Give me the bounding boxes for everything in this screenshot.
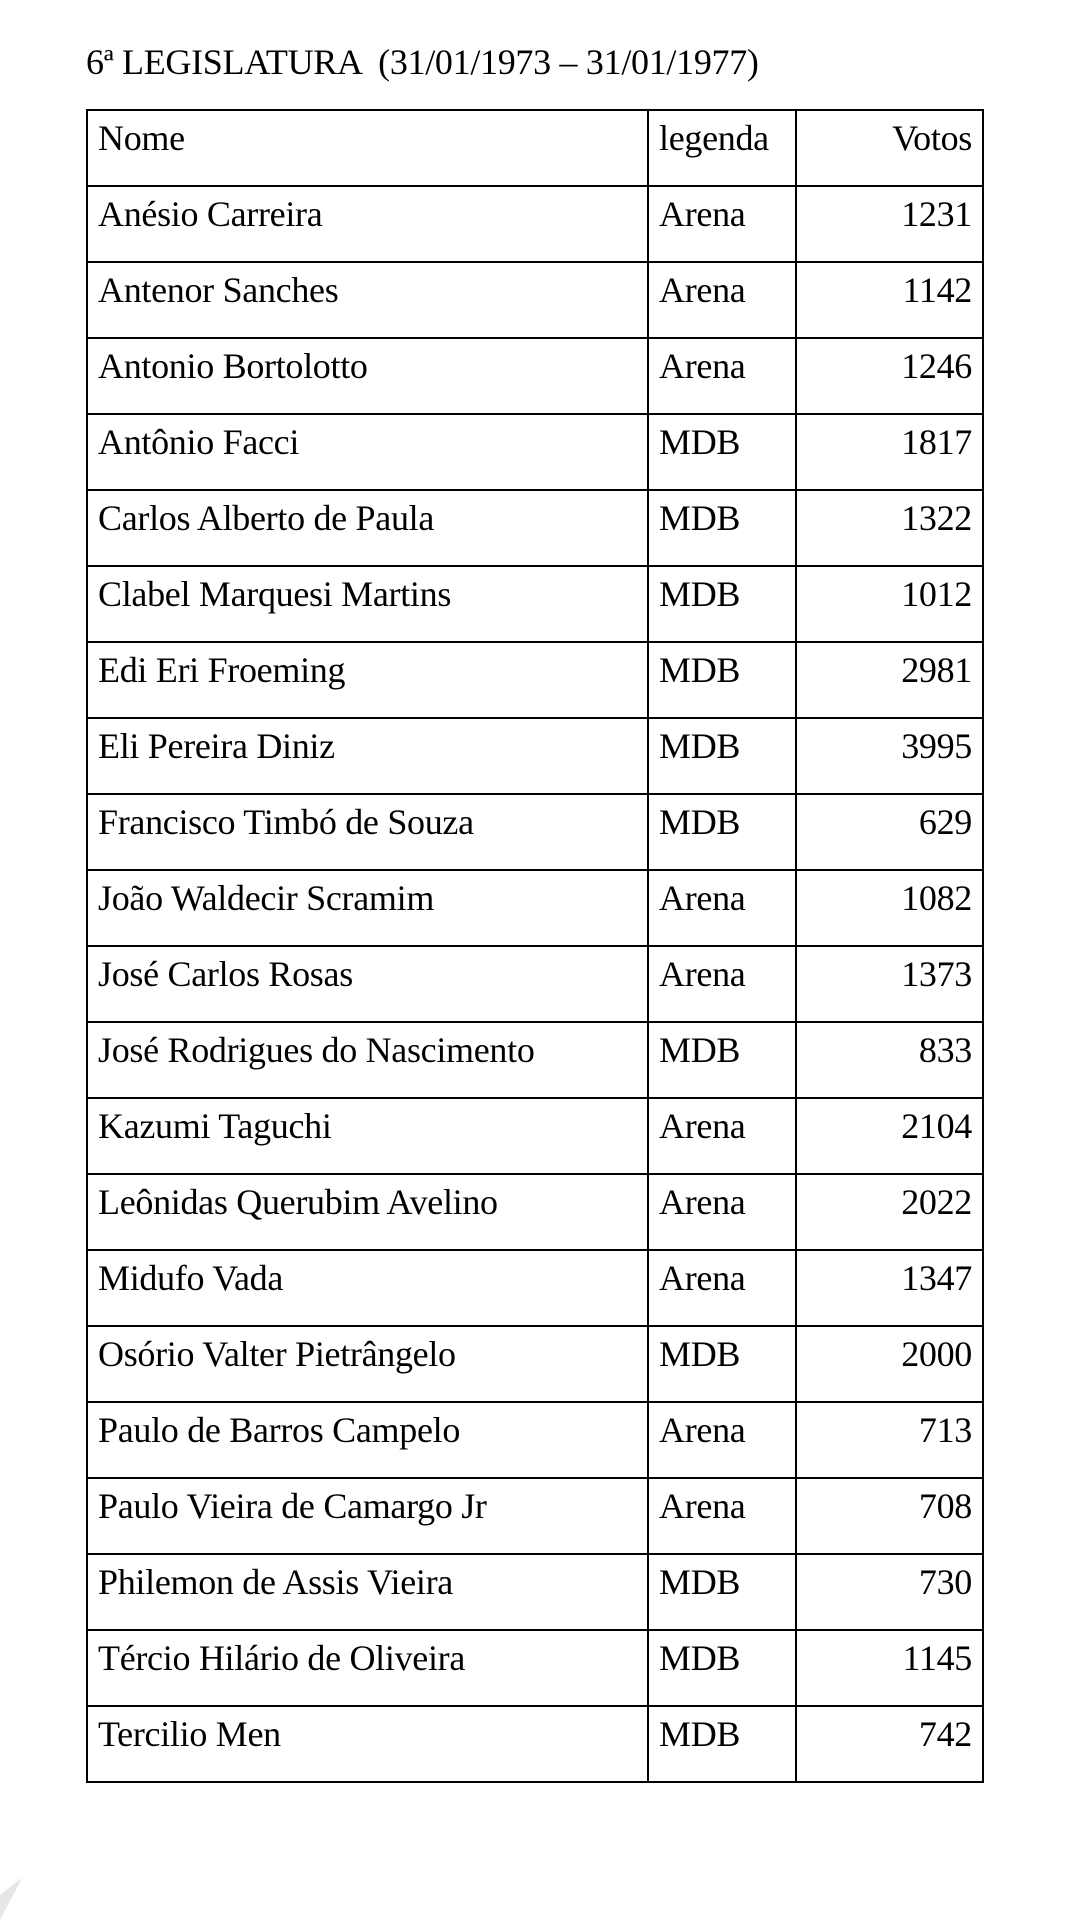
table-row xyxy=(87,338,983,414)
cell-party: Arena xyxy=(648,1250,796,1326)
table-row xyxy=(87,1478,983,1554)
cell-party: MDB xyxy=(648,566,796,642)
cell-name: Paulo de Barros Campelo xyxy=(87,1402,648,1478)
cell-party: MDB xyxy=(648,1554,796,1630)
table-row xyxy=(87,414,983,490)
cell-name: Leônidas Querubim Avelino xyxy=(87,1174,648,1250)
cell-votes: 2022 xyxy=(796,1174,983,1250)
cell-party: MDB xyxy=(648,1326,796,1402)
cell-party: MDB xyxy=(648,1022,796,1098)
table-row xyxy=(87,1402,983,1478)
cell-votes: 629 xyxy=(796,794,983,870)
cell-votes: 1231 xyxy=(796,186,983,262)
cell-votes: 1246 xyxy=(796,338,983,414)
cell-name: Antonio Bortolotto xyxy=(87,338,648,414)
cell-party: MDB xyxy=(648,794,796,870)
table-row xyxy=(87,1706,983,1782)
cell-votes: 742 xyxy=(796,1706,983,1782)
table-row xyxy=(87,1250,983,1326)
cell-votes: 708 xyxy=(796,1478,983,1554)
cell-votes: 2981 xyxy=(796,642,983,718)
cell-name: Antenor Sanches xyxy=(87,262,648,338)
cell-party: Arena xyxy=(648,186,796,262)
cell-party: Arena xyxy=(648,946,796,1022)
cell-name: Paulo Vieira de Camargo Jr xyxy=(87,1478,648,1554)
cell-name: Anésio Carreira xyxy=(87,186,648,262)
table-header-row xyxy=(87,110,983,186)
cell-votes: 1322 xyxy=(796,490,983,566)
table-row xyxy=(87,1554,983,1630)
cell-votes: 1347 xyxy=(796,1250,983,1326)
cell-name: Edi Eri Froeming xyxy=(87,642,648,718)
cell-party: Arena xyxy=(648,1098,796,1174)
cell-party: Arena xyxy=(648,338,796,414)
cell-name: Kazumi Taguchi xyxy=(87,1098,648,1174)
cell-name: João Waldecir Scramim xyxy=(87,870,648,946)
table-row xyxy=(87,1630,983,1706)
table-row xyxy=(87,262,983,338)
cell-name: Carlos Alberto de Paula xyxy=(87,490,648,566)
table-row xyxy=(87,1098,983,1174)
cell-party: MDB xyxy=(648,1630,796,1706)
cell-votes: 1145 xyxy=(796,1630,983,1706)
table-row xyxy=(87,642,983,718)
cell-party: MDB xyxy=(648,642,796,718)
header-party: legenda xyxy=(648,110,796,186)
cell-party: MDB xyxy=(648,1706,796,1782)
cell-name: Tercilio Men xyxy=(87,1706,648,1782)
table-row xyxy=(87,1022,983,1098)
header-votes: Votos xyxy=(796,110,983,186)
cell-name: Francisco Timbó de Souza xyxy=(87,794,648,870)
cell-votes: 713 xyxy=(796,1402,983,1478)
cell-name: José Rodrigues do Nascimento xyxy=(87,1022,648,1098)
table-row xyxy=(87,870,983,946)
cell-name: Midufo Vada xyxy=(87,1250,648,1326)
cell-name: Tércio Hilário de Oliveira xyxy=(87,1630,648,1706)
table-row xyxy=(87,186,983,262)
cell-party: Arena xyxy=(648,1478,796,1554)
cell-votes: 1082 xyxy=(796,870,983,946)
header-name: Nome xyxy=(87,110,648,186)
cell-party: MDB xyxy=(648,718,796,794)
cell-party: Arena xyxy=(648,262,796,338)
cell-name: Antônio Facci xyxy=(87,414,648,490)
cell-name: Osório Valter Pietrângelo xyxy=(87,1326,648,1402)
table-row xyxy=(87,794,983,870)
cell-votes: 730 xyxy=(796,1554,983,1630)
cell-votes: 1373 xyxy=(796,946,983,1022)
cell-party: MDB xyxy=(648,414,796,490)
cell-name: Philemon de Assis Vieira xyxy=(87,1554,648,1630)
table-row xyxy=(87,946,983,1022)
table-row xyxy=(87,490,983,566)
cell-votes: 833 xyxy=(796,1022,983,1098)
table-row xyxy=(87,1174,983,1250)
cell-votes: 2000 xyxy=(796,1326,983,1402)
cell-name: Eli Pereira Diniz xyxy=(87,718,648,794)
cell-party: Arena xyxy=(648,870,796,946)
page-curl-decoration xyxy=(0,1878,22,1920)
cell-votes: 1142 xyxy=(796,262,983,338)
cell-votes: 1817 xyxy=(796,414,983,490)
table-row xyxy=(87,566,983,642)
table-row xyxy=(87,718,983,794)
cell-party: MDB xyxy=(648,490,796,566)
document-title: 6ª LEGISLATURA (31/01/1973 – 31/01/1977) xyxy=(86,42,759,82)
cell-party: Arena xyxy=(648,1174,796,1250)
cell-votes: 3995 xyxy=(796,718,983,794)
cell-name: José Carlos Rosas xyxy=(87,946,648,1022)
table-row xyxy=(87,1326,983,1402)
cell-votes: 1012 xyxy=(796,566,983,642)
cell-name: Clabel Marquesi Martins xyxy=(87,566,648,642)
results-table xyxy=(86,109,984,1783)
cell-party: Arena xyxy=(648,1402,796,1478)
cell-votes: 2104 xyxy=(796,1098,983,1174)
